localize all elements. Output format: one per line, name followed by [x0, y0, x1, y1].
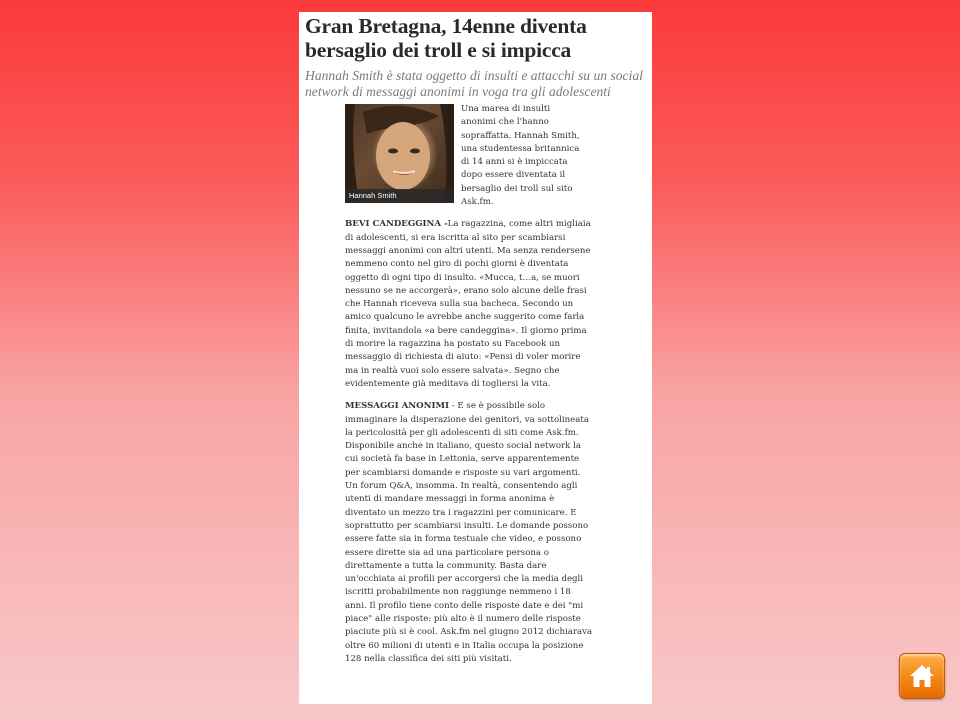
portrait-photo [345, 104, 454, 203]
section-text: - E se è possibile solo immaginare la disperazione dei genitori, va sottolineata la pericolosità per gli adolescenti di siti come Ask.fm. Disponibile anche in italiano, questo social network la cui società fa base in Lettonia, serve apparentemente per scambiarsi domande e risposte su vari argomenti. Un forum Q&A, insomma. In realtà, consentendo agli utenti di mandare messaggi in forma anonima è diventato un mezzo tra i ragazzini per comunicare. E soprattutto per scambiarsi insulti. Le domande possono essere fatte sia in forma testuale che video, e possono essere dirette sia ad una particolare persona o direttamente a tutta la community. Basta dare un'occhiata ai profili per accorgersi che la media degli iscritti probabilmente non raggiunge nemmeno i 18 anni. Il profilo tiene conto delle risposte date e dei "mi piace" alle risposte: più alto è il numero delle risposte piaciute più si è cool. Ask.fm nel giugno 2012 dichiarava oltre 60 milioni di utenti e in Italia occupa la posizione 128 nella classifica dei siti più visitati. [345, 401, 593, 664]
section-heading: BEVI CANDEGGINA - [345, 219, 448, 230]
photo-caption: Hannah Smith [345, 189, 454, 203]
home-button[interactable] [899, 653, 945, 699]
section-bevi-candeggina [345, 218, 593, 391]
photo-row [345, 104, 593, 209]
article-lead: Una marea di insulti anonimi che l'hanno sopraffatta. Hannah Smith, una studentessa britannica di 14 anni si è impiccata dopo essere diventata il bersaglio dei troll sul sito Ask.fm. [461, 104, 580, 208]
section-text: La ragazzina, come altri migliaia di adolescenti, si era iscritta al sito per scambiarsi messaggi anonimi con altri utenti. Ma senza rendersene nemmeno conto nel giro di pochi giorni è diventata oggetto di ogni tipo di insulto. «Mucca, t…a, se muori nessuno se ne accorgerà», erano solo alcune delle frasi che Hannah riceveva sulla sua bacheca. Secondo un amico qualcuno le avrebbe anche suggerito come farla finita, invitandola «a bere candeggina». Il giorno prima di morire la ragazzina ha postato su Facebook un messaggio di richiesta di aiuto: «Pensi di voler morire ma in realtà vuoi solo essere salvata». Segno che evidentemente già meditava di togliersi la vita. [345, 219, 591, 389]
section-messaggi-anonimi [345, 400, 593, 666]
article-clipping [299, 12, 652, 704]
article-subtitle: Hannah Smith è stata oggetto di insulti e attacchi su un social network di messaggi anonimi in voga tra gli adolescenti [305, 68, 643, 99]
article-headline: Gran Bretagna, 14enne diventa bersaglio dei troll e si impicca [305, 14, 587, 62]
section-heading: MESSAGGI ANONIMI [345, 401, 450, 412]
home-icon [909, 663, 935, 689]
article-body [345, 104, 593, 666]
